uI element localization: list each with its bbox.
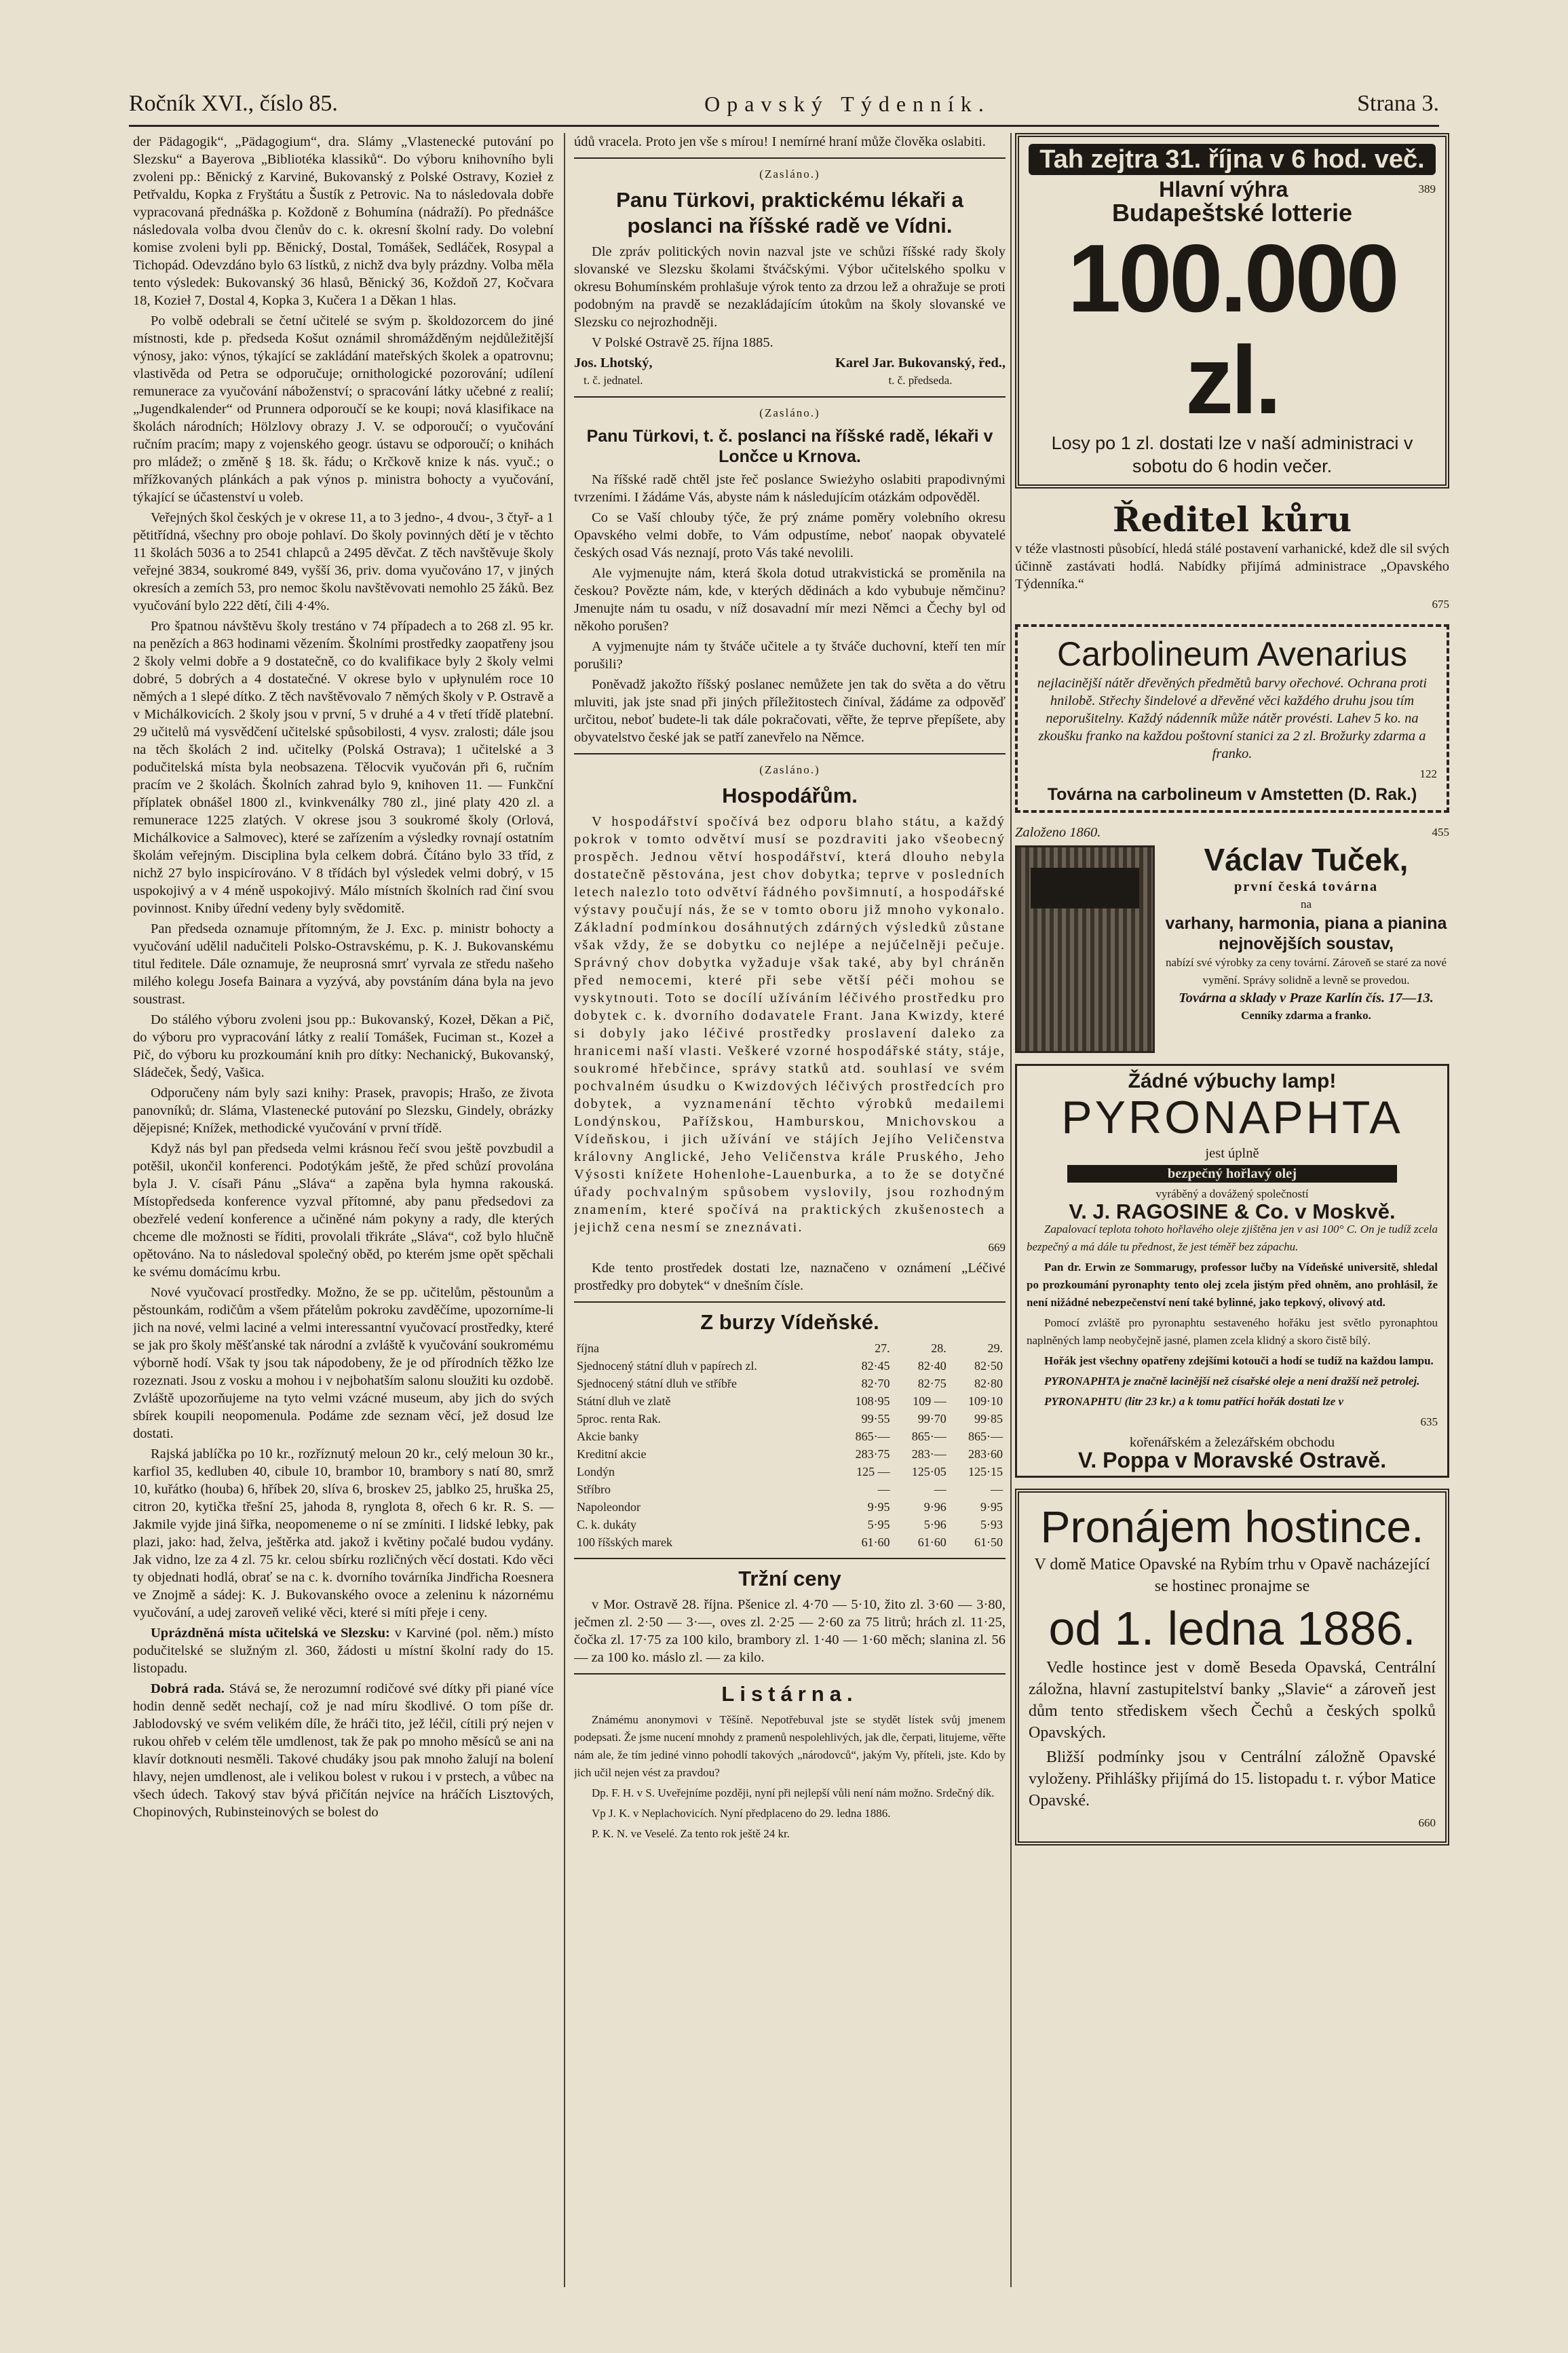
firm-name: Václav Tuček, [1204,842,1409,877]
article-paragraph: Pan předseda oznamuje přítomným, že J. Exc. p. ministr bohocty a vyučování udělil nadučiteli Polsko-Ostravskému, p. K. J. Bukovanskému titul ředitele. Dále oznamuje, že neuprosná smrť vyrvala ze středu našeho milého kolegu Josefa Bainara a vyzývá, aby povstáním dána byla na jevo soustrast. [133,921,554,1007]
ad-text: vyráběný a dovážený společností [1155,1187,1309,1200]
divider [574,753,1006,754]
article-paragraph: Na říšské radě chtěl jste řeč poslance Swieżyho oslabiti prapodivnými tvrzeními. I žádáme Vás, abyste nám k následujícím otázkám odpověděl. [574,472,1006,505]
price-cell: 125·05 [911,1465,946,1478]
price-cell: 5·96 [923,1518,946,1531]
ad-number: 660 [1418,1816,1436,1829]
table-header: října [577,1341,599,1355]
table-row [574,1392,1006,1410]
submitted-label: (Zasláno.) [759,168,820,180]
ad-number: 389 [1418,183,1436,195]
table-row [574,1516,1006,1533]
security-name: Akcie banky [577,1430,639,1443]
price-cell: 61·60 [861,1535,890,1549]
price-cell: 61·60 [917,1535,946,1549]
product-tagline: bezpečný hořlavý olej [1067,1165,1397,1183]
firm-address: Továrna a sklady v Praze Karlín čís. 17—13. [1179,991,1434,1006]
ad-title: Ředitel kůru [1112,499,1352,539]
price-cell: 99·85 [974,1412,1003,1426]
article-paragraph: Do stálého výboru zvoleni jsou pp.: Bukovanský, Kozeł, Děkan a Pič, do výboru pro vypracování látky z realií Tomášek, Fuciman st., Kozeł a Pič, do výboru ku prozkoumání knih pro dítky: Nechanický, Bukovanský, Sládeček, Šedý, Vašica. [133,1012,554,1080]
price-cell: 109·10 [968,1394,1003,1408]
table-row [574,1498,1006,1516]
price-cell: 865·— [911,1430,946,1443]
ad-text: Pomocí zvláště pro pyronaphtu sestaveného hořáku jest světlo pyronaphtou naplněných lamp neobyčejně jasné, plamen zcela klidný a skoro čistě bílý. [1027,1316,1438,1347]
divider [574,1673,1006,1675]
section-heading: Dobrá rada. [151,1681,225,1696]
section-heading: Uprázdněná místa učitelská ve Slezsku: [151,1626,390,1641]
table-row [574,1480,1006,1498]
table-header: 29. [987,1341,1003,1355]
ad-title: Pronájem hostince. [1040,1501,1424,1552]
security-name: 100 říšských marek [577,1535,672,1549]
column-2 [574,133,1006,2291]
column-divider [1010,133,1012,2287]
ad-number: 122 [1419,767,1437,780]
ad-text: Bližší podmínky jsou v Centrální záložně Opavské vyloženy. Přihlášky přijímá do 15. listopadu t. r. výbor Matice Opavské. [1029,1748,1436,1810]
article-paragraph: Stává se, že nerozumní rodičové své dítky při piané více hodin denně sedět nechají, což je nad míru škodlivé. O tom píše dr. Jablodovský ve svém velikém díle, že hráči tito, jež léčil, cítili prý nejen v rukou ohřeb v celém těle umdlenost, tak že pak po mnoho měsíců se ani na klavír dotknouti nesměli. Takové chudáky jsou pak mnoho žalují na bolení hlavy, nejen umdlenost, ale i velikou bolest v rukou i v prstech, a vůbec na všech údech. Takový stav bývá přičítán nejvíce na hráčích Lisztových, Chopinových, Rubinsteinových se bolest do [133,1681,554,1820]
ad-text: v téže vlastnosti působící, hledá stálé postavení varhanické, kdež dle sil svých účinně zastávati hodlá. Nabídky přijímá administrace „Opavského Týdenníka.“ [1015,541,1449,592]
table-row [574,1533,1006,1551]
exchange-title: Z burzy Vídeňské. [700,1310,879,1334]
security-name: Sjednocený státní dluh v papírech zl. [577,1359,757,1373]
table-row [574,1463,1006,1480]
table-row [574,1375,1006,1392]
page-header [129,87,1439,121]
price-cell: 82·80 [974,1377,1003,1390]
article-paragraph: Ale vyjmenujte nám, která škola dotud utrakvistická se proměnila na českou? Povězte nám, kde, v kterých dědinách a kdo vybubuje němčinu? Jmenujte nám tu osadu, v níž dosavadní mír mezi Němci a Čechy byl od někoho porušen? [574,566,1006,634]
header-rule [129,125,1439,127]
price-cell: 82·40 [917,1359,946,1373]
issue-label: Ročník XVI., číslo 85. [129,91,338,116]
price-cell: 9·95 [980,1500,1003,1514]
article-paragraph: V hospodářství spočívá bez odporu blaho státu, a každý pokrok v tomto odvětví musí se pozdraviti jako všeobecný prospěch. Jednou větví hospodářství, která dlouho nebyla dostatečně pěstována, jest chov dobytka; teprve v posledních letech nalezlo toto odvětví řádného povšimnutí, a hospodářské výstavy poučují nás, že se v tomto oboru již mnoho vykonalo. Základní podmínkou dosáhnutých zdárných výsledků zůstane však vždy, že se dobytku co nejlépe a nejúčelněji pečuje. Správný chov dobytka vyžaduje však také, aby byl chráněn před nemocemi, které při sebe větší péči mohou se vyskytnouti. Toto se docílí užíváním léčivého prostředku pro dobytek c. k. dvorního dodavatele Frant. Jana Kwizdy, které si dobyly jako léčivé prostředky proslavení daleko za hranicemi naší vlasti. Veškeré vzorné hospodářské státy, stáje, soukromé hřebčince, správy statků atd. souhlasí ve svém pochvalném úsudku o Kwizdových léčivých prostředcích pro dobytek, a vyznamenání těchto výrobků medailemi Londýnskou, Pařížskou, Hamburskou, Mnichovskou a Vídeňskou, i jich užívání ve stájích Jejího Veličenstva královny Anglické, Jeho Veličenstva krále Pruského, Jeho Výsosti knížete Hohenlohe-Lauenburka, a to že se dotyčné úřady pochvalným spůsobem vyslovily, jsou rozhodným znamením, které spočívá na praktických zkušenostech a jejichž cena nesmí se zneznávati. [574,814,1006,1235]
table-row [574,1445,1006,1463]
price-cell: 82·45 [861,1359,890,1373]
ticket-info: Losy po 1 zl. dostati lze v naší administraci v sobotu do 6 hodin večer. [1051,433,1413,476]
article-paragraph: Po volbě odebrali se četní učitelé se svým p. školdozorcem do jiné místnosti, kde p. předseda Košut oznámil shromážděným nejdůležitější výnosy, jako: výnos, týkající se zakládání mateřských školek a opatrovnu; vlastivěda od Petra se odporučuje; ornithologické pozorování; udílení remunerace za vyučování náboženství; o spracování látky učebné z realií; „Jugendkalender“ od Prunnera odporoučí se ke koupi; nová klasifikace na školách národních; Hölzlovy obrazy J. V. se odporoučí; o vyučování ručním pracím; mapy z vojenského geogr. ústavu se odporoučí; o knihách pro mládež; o změně § 18. šk. řádu; o Krčkově knize k nás. vyuč.; o mřížkovaných plánkách a pak výnos p. ministra bohocty a vyučování, týkající se účastenství u voleb. [133,313,554,505]
price-cell: 99·55 [861,1412,890,1426]
ad-text: jest úplně [1205,1146,1259,1161]
price-cell: 82·70 [861,1377,890,1390]
ad-text: V domě Matice Opavské na Rybím trhu v Opavě nacházející se hostinec pronajme se [1034,1556,1430,1595]
price-cell: 125 — [856,1465,890,1478]
price-cell: — [991,1482,1003,1496]
column-3 [1015,133,1449,2291]
lottery-name: Budapeštské lotterie [1111,199,1353,227]
firm-subtitle: první česká továrna [1234,879,1379,894]
rental-date: od 1. ledna 1886. [1048,1602,1416,1655]
security-name: C. k. dukáty [577,1518,636,1531]
table-header: 27. [875,1341,890,1355]
submitted-label: (Zasláno.) [759,763,820,776]
price-cell: 283·— [911,1447,946,1461]
table-header: 28. [931,1341,946,1355]
price-cell: 865·— [855,1430,890,1443]
submitted-label: (Zasláno.) [759,406,820,419]
price-cell: 61·50 [974,1535,1003,1549]
column-divider [564,133,565,2287]
article-paragraph: Rajská jablíčka po 10 kr., rozříznutý meloun 20 kr., celý meloun 30 kr., karfiol 35, kedluben 40, cibule 10, brambor 10, brambory s natí 80, smrž 10, kuřátko (houba) 6, hříbek 20, slíva 6, broskev 25, jablko 25, hruška 25, citron 20, kytička třešní 25, jahoda 8, rynglota 8, ořech 6 kr. R. S. — Jakmile vyjde jiná šiřka, neopomeneme o ní se zmíniti. I lidské lebky, pak plazi, jako: had, želva, ještěrka atd. jakož i květiny počalé budou vydány. Jak vidno, lze za 4 zl. 75 kr. celou sbírku rozličných věcí dostati. Kdo věci ty objednati hodlá, obrať se na c. k. dvorního továrníka Jindřicha Roesnera ve Znojmě a sádej: K. J. Bukovanského ovoce a zeleninu k názornému vyučování, a udej zaroveň veliké věci, které si míti přeje i ceny. [133,1447,554,1620]
mailbox-note: Dp. F. H. v S. Uveřejníme později, nyní při nejlepší vůli není nám možno. Srdečný dík. [592,1786,995,1799]
security-name: Londýn [577,1465,615,1478]
security-name: 5proc. renta Rak. [577,1412,661,1426]
firm-na: na [1300,898,1312,911]
table-row [574,1428,1006,1445]
letter-title: Panu Türkovi, t. č. poslanci na říšské radě, lékaři v Lončce u Krnova. [586,427,993,466]
draw-date: Tah zejtra 31. října v 6 hod. več. [1029,144,1436,175]
exchange-table [574,1339,1006,1551]
mailbox-note: P. K. N. ve Veselé. Za tento rok ještě 24 kr. [592,1827,790,1840]
price-cell: 9·95 [867,1500,890,1514]
ad-number: 675 [1432,598,1449,611]
article-paragraph: v Karviné (pol. něm.) místo podučitelské se služným zl. 360, žádosti u místní školní rady do 15. listopadu. [133,1626,554,1676]
ad-text: PYRONAPHTA je značně lacinější než císařské oleje a není dražší než petrolej. [1044,1375,1420,1388]
price-cell: 283·75 [855,1447,890,1461]
ad-number: 455 [1432,826,1449,839]
page-number: Strana 3. [1357,91,1439,116]
divider [574,396,1006,398]
price-cell: 5·93 [980,1518,1003,1531]
tucek-ad [1015,824,1449,1053]
market-title: Tržní ceny [738,1567,841,1590]
article-paragraph: Co se Vaší chlouby týče, že prý známe poměry volebního okresu Opavského velmi dobře, to Vám odpustíme, neboť naopak obyvatelé českých osad Vás neznají, proto Vás také nevolili. [574,510,1006,560]
firm-pricelist: Cenníky zdarma a franko. [1241,1009,1371,1022]
ad-text: Vedle hostince jest v domě Beseda Opavská, Centrální záložna, hlavní zastupitelství banky „Slavie“ a zároveň jest dům tento střediskem všech Čechů a českých spolků Opavských. [1029,1659,1436,1742]
shop-name: V. Poppa v Moravské Ostravě. [1077,1448,1387,1472]
article-paragraph: údů vracela. Proto jen vše s mírou! I nemírné hraní může člověka oslabiti. [574,134,986,149]
ad-number: 635 [1420,1415,1438,1428]
mailbox-note: Známému anonymovi v Těšíně. Nepotřebuval jste se stydět lístek svůj jmenem podepsati. Že jsme nucení mnohdy z pramenů nespolehlivých, jak dle, čerpati, litujeme, věřte nám ale, že tím jediné vinno pohodlí takových „národovců“, jakým Vy, příteli, jste. Kdo by jich učil nejen vést za pravdou? [574,1713,1006,1779]
signature-role: t. č. předseda. [888,374,953,387]
security-name: Státní dluh ve zlatě [577,1394,671,1408]
article-paragraph: Kde tento prostředek dostati lze, naznačeno v oznámení „Léčivé prostředky pro dobytek“ v dnešním čísle. [574,1261,1006,1293]
ad-text: Pan dr. Erwin ze Sommarugy, professor lučby na Vídeňské universitě, shledal po prozkoumání pyronaphty tento olej zcela jistým před ohněm, ano prohlásil, že není nižádné nebezpečenství není také bylinné, jako tepkový, olivový atd. [1027,1261,1438,1309]
product-name: PYRONAPHTA [1061,1092,1403,1143]
manufacturer: V. J. RAGOSINE & Co. v Moskvě. [1069,1200,1396,1223]
price-cell: 99·70 [917,1412,946,1426]
dateline: V Polské Ostravě 25. října 1885. [592,335,773,350]
price-cell: 82·50 [974,1359,1003,1373]
ad-number: 669 [988,1241,1006,1254]
article-paragraph: Poněvadž jakožto říšský poslanec nemůžete jen tak do světa a do větru mluviti, jak jste snad při jiných příležitostech činíval, žádáme za odpověď určitou, neboť budete-li tak dále pokračovati, věřte, že teprve přepíšete, aby obyvatelstvo české jak se patří zanevřelo na Němce. [574,677,1006,745]
table-row [574,1410,1006,1428]
lottery-ad [1015,133,1449,489]
article-paragraph: Nové vyučovací prostředky. Možno, že se pp. učitelům, pěstounům a pěstounkám, rodičům a všem přátelům pokroku zavděčíme, upozorníme-li jich na nové, velmi laciné a velmi interessantní vyučovací prostředky, které se jak pro školy měšťanské tak národní a zvláště k vyučování soukromému výborně hodí. Však ty jsou tak nápodobeny, že je od přírodních těžko lze rozeznati. Jsou z vosku a mohou i v nejbohatším salonu sloužiti ku ozdobě. Zvláště upozorňujeme na tyto velmi vzácné museum, aby jich do svých sbírek koupili neopomenula. Podáme zde seznam věcí, jež dosud lze dostati. [133,1285,554,1441]
inn-rental-ad [1015,1489,1449,1845]
prize-label: Hlavní výhra [1159,177,1288,202]
price-cell: 9·96 [923,1500,946,1514]
price-cell: — [877,1482,890,1496]
ad-text: Zapalovací teplota tohoto hořlavého oleje zjištěna jen v asi 100° C. On je tudíž zcela bezpečný a má dále tu přednost, že jest téměř bez zápachu. [1027,1223,1438,1253]
security-name: Stříbro [577,1482,611,1496]
price-cell: 108·95 [855,1394,890,1408]
price-cell: 5·95 [867,1518,890,1531]
security-name: Sjednocený státní dluh ve stříbře [577,1377,737,1390]
signature: Karel Jar. Bukovanský, řed., [835,356,1006,370]
price-cell: — [934,1482,946,1496]
signature-role: t. č. jednatel. [584,374,643,387]
carbolineum-ad [1015,624,1449,813]
table-row [574,1357,1006,1375]
shop-type: kořenářském a železářském obchodu [1129,1435,1335,1450]
article-paragraph: der Pädagogik“, „Pädagogium“, dra. Slámy „Vlastenecké putování po Slezsku“ a Bayerova „Bibliotéka klassiků“. Do výboru knihovního byli zvoleni pp.: Běnický z Karviné, Bukovanský z Polské Ostravy, Kozieł z Petřvaldu, Kopka z Fryštátu a Šustík z Petrovic. Na to následovala dobře vypracovaná přednáška p. Koždoně z Bohumína (nádraží). Po přednášce následovala volba dvou členův do c. k. okresní školní rady. Do volební komise zvoleni byli pp. Běnický, Dostal, Tomášek, Sedláček, Rosypal a Tichopád. Odevzdáno bylo 63 lístků, z nichž dva byly prázdny. Volba měla tento výsledek: Bukovanský 36 hlasů, Běnický 36, Koždoň 27, Kočvara 18, Kozieł 7, Dostal 4, Kopka 3, Kučera 1 a Děkan 1 hlas. [133,134,554,308]
founded-year: Založeno 1860. [1015,825,1101,840]
divider [574,1301,1006,1303]
ad-text: nabízí své výrobky za ceny tovární. Zároveň se staré za nové vymění. Správy solidně a levně se provedou. [1166,956,1447,987]
price-cell: 82·75 [917,1377,946,1390]
pyronaphta-ad [1015,1064,1449,1478]
masthead-title: Opavský Týdenník. [704,91,991,116]
price-cell: 283·60 [968,1447,1003,1461]
article-paragraph: Dle zpráv politických novin nazval jste ve schůzi říšské rady školy slovanské ve Slezsku školami štváčskými. Výbor učitelského spolku v okresu Bohumínském prohlašuje výrok tento za drzou lež a ohražuje se proti podobným na pravdě se nezakládajícím útokům na školy slovanské ve Slezsku co nejrozhodněji. [574,244,1006,330]
article-title: Hospodářům. [722,784,858,807]
ad-title: Carbolineum Avenarius [1056,635,1408,673]
divider [574,157,1006,159]
ad-footer: Továrna na carbolineum v Amstetten (D. Rak.) [1047,785,1417,804]
harmonium-illustration [1015,845,1155,1053]
article-paragraph: A vyjmenujte nám ty štváče učitele a ty štváče duchovní, kteří ten mír porušili? [574,639,1006,672]
divider [574,1558,1006,1559]
signature: Jos. Lhotský, [574,356,653,370]
price-cell: 865·— [968,1430,1003,1443]
price-cell: 125·15 [968,1465,1003,1478]
letter-title: Panu Türkovi, praktickému lékaři a poslanci na říšské radě ve Vídni. [616,188,963,237]
mailbox-note: Vp J. K. v Neplachovicích. Nyní předplaceno do 29. ledna 1886. [592,1807,891,1820]
market-prices: v Mor. Ostravě 28. října. Pšenice zl. 4·70 — 5·10, žito zl. 3·60 — 3·80, ječmen zl. 2·50 — 3·—, oves zl. 2·25 — 2·60 za 75 litrů; hrách zl. 11·25, čočka zl. 17·75 za 100 kilo, brambory zl. 1·40 — 1·60 měch; slanina zl. 56 — za 100 ko. máslo zl. — za kilo. [574,1597,1006,1665]
organist-ad [1015,499,1449,613]
ad-text: PYRONAPHTU (litr 23 kr.) a k tomu patřící hořák dostati lze v [1044,1395,1344,1408]
prize-amount: 100.000 zl. [1067,225,1397,434]
article-paragraph: Veřejných škol českých je v okrese 11, a to 3 jedno-, 4 dvou-, 3 čtyř- a 1 pětitřídná, všechny pro oboje pohlaví. Do školy povinných dětí je v těchto 11 školách 5036 a to 2541 chlapců a 2495 děvčat. Z těch navštěvuje školy veřejné 3834, soukromé 849, vyšší 36, priv. doma vyučováno 17, v jiných okresích a zemích 53, pro nemoc školu navštěvovati nemohlo 25 žáků. Bez vyučování bylo 222 dětí, čili 4·4%. [133,510,554,613]
article-paragraph: Odporučeny nám byly sazi knihy: Prasek, pravopis; Hrašo, ze života panovníků; dr. Sláma, Vlastenecké putování po Slezsku, Gindely, obrázky dějepisné; Knížek, methodické vyučování v první třídě. [133,1086,554,1136]
ad-text: Hořák jest všechny opatřeny zdejšími kotouči a hodí se tudíž na každou lampu. [1044,1354,1434,1367]
article-paragraph: Když nás byl pan předseda velmi krásnou řečí svou ještě povzbudil a potěšil, ukončil konferenci. Podotýkám ještě, že před schůzí provolána byla J. V. císaři Pánu „Sláva“ a zapěna byla hymna rakouská. Místopředseda konference vyzval přítomné, aby panu předsedovi za obezřelé vedení konference a učiněné nám pokyny a rady, dle kterých chceme dle možnosti se říditi, provolali třikráte „Sláva“, což bylo hlučně opětováno. Na to následoval společný oběd, po kterém jsme opět spěchali ke svému domácímu krbu. [133,1141,554,1280]
ad-headline: Žádné výbuchy lamp! [1128,1070,1337,1092]
security-name: Napoleondor [577,1500,640,1514]
security-name: Kreditní akcie [577,1447,647,1461]
article-paragraph: Pro špatnou návštěvu školy trestáno v 74 případech a to 268 zl. 95 kr. na penězích a 863 hodinami vězením. Školními prostředky zaopatřeny jsou 2 školy velmi dobře a 9 dostatečně, co do kvalifikace byly 2 školy velmi dobré, 5 dobrých a 4 dostatečné. V okrese bylo v upłynulém roce 10 němých a 1 slepé dítko. Z těch navštěvovalo 7 němých školy v P. Ostravě a v Michálkovicích. 2 školy jsou v první, 5 v druhé a 4 v třetí třídě platební. 29 učitelů má vysvědčení učitelské spůsobilosti, 4 vysv. zralosti; dále jsou na těch školách 2 ind. učitelky (Polská Ostrava); 1 učitelské a 3 podučitelská místa byla neobsazena. Tělocvik vyučován při 6, ručním pracím ve 2 školách. Školních zahrad bylo 9, knihoven 11. — Funkční příplatek obnášel 1800 zl., kvinkvenálky 780 zl., jiné platy 420 zl. a remunerace 1225 zlatých. V okrese jsou 3 soukromé školy (Orlová, Michálkovice a Salmovec), které se zařízením a výsledky rovnají ostatním školám veřejným. Disciplina byla celkem dobrá. Čítáno bylo 33 tříd, z nichž 27 bylo inspicírováno. V 8 třídách byl výsledek velmi dobrý, v 15 uspokojivý a v 4 méně uspokojivý. Málo místních školních rad činí svou povinnost. Kniby úřední vedeny byly svědomitě. [133,619,554,916]
ad-text: nejlacinější nátěr dřevěných předmětů barvy ořechové. Ochrana proti hnilobě. Střechy šindelové a dřevěné věci každého druhu jsou tím neporušitelny. Každý nádenník může nátěr provésti. Lahev 5 ko. na zkoušku franko na každou poštovní stanici za 2 zl. Brožurky zdarma a franko. [1037,676,1428,761]
column-1 [133,133,554,2291]
price-cell: 109 — [913,1394,946,1408]
firm-products: varhany, harmonia, piana a pianina nejnovějších soustav, [1165,914,1447,953]
mailbox-title: Listárna. [721,1682,858,1706]
